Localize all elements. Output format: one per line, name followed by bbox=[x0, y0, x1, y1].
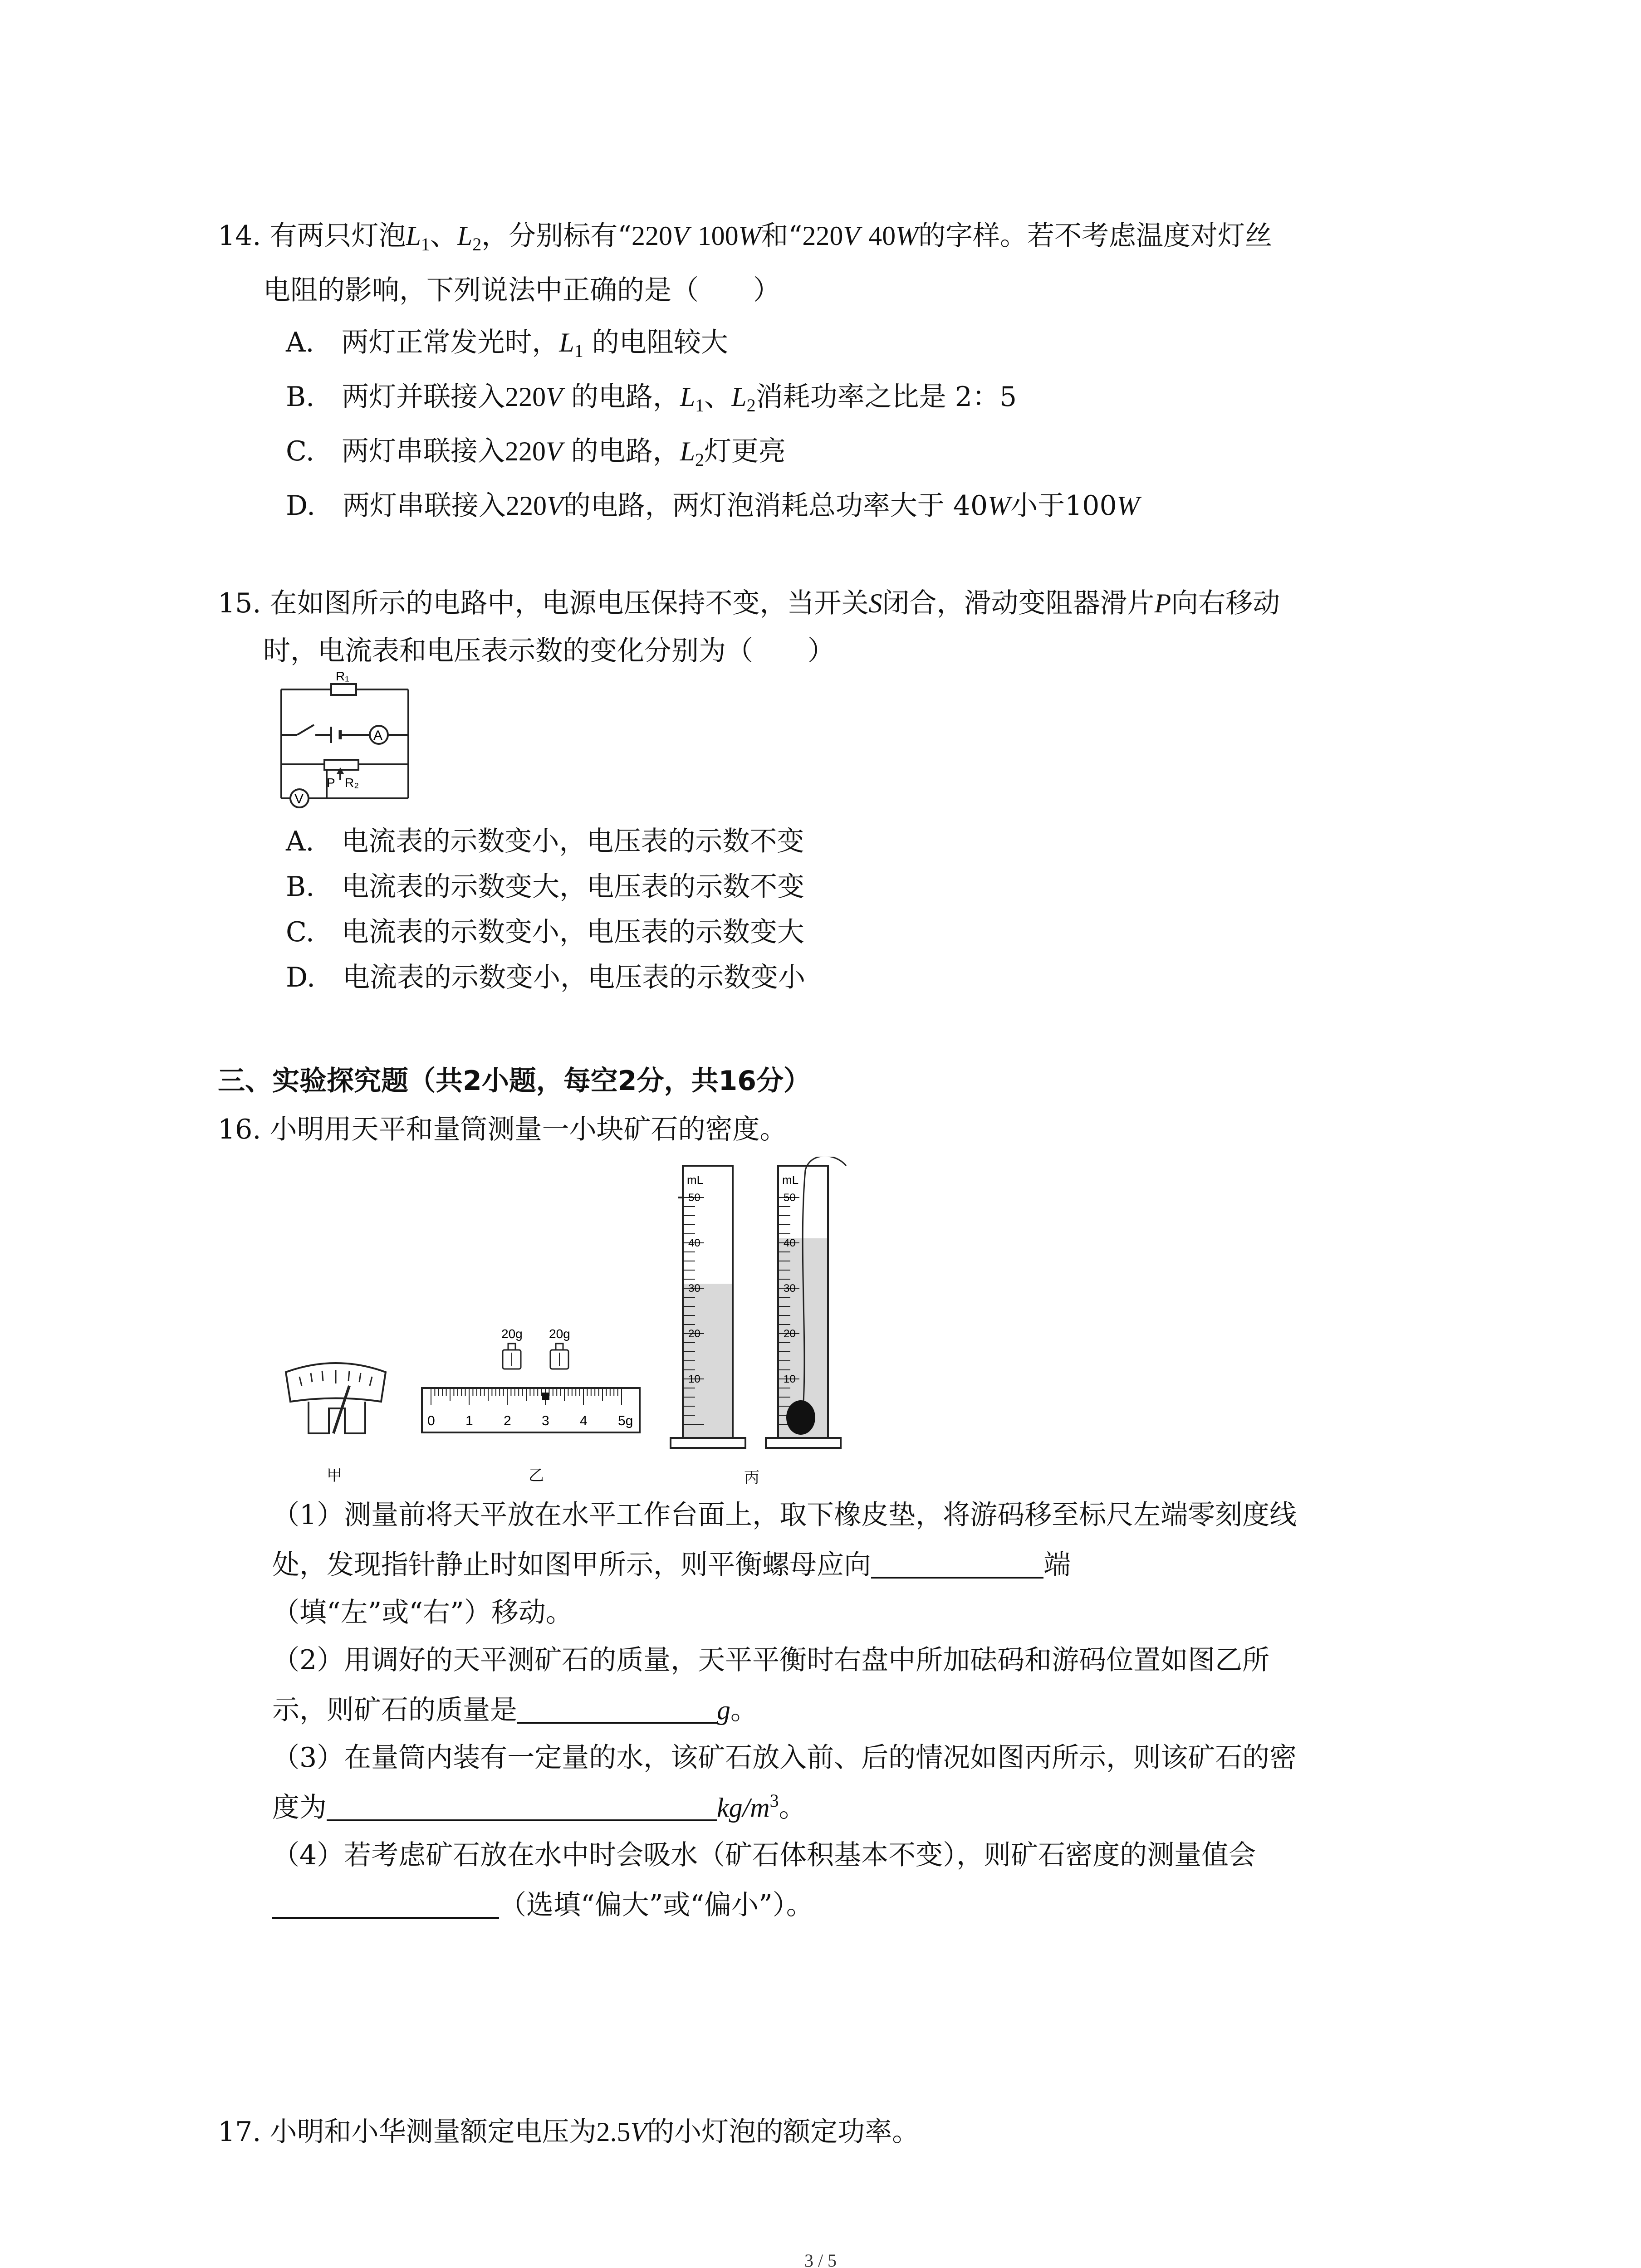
figure-yi-weights-and-ruler bbox=[417, 1320, 644, 1442]
svg-text:V: V bbox=[294, 792, 304, 807]
q14-option-c: C. 两灯串联接入220V 的电路，$L_2$灯更亮 bbox=[286, 435, 786, 470]
cylinder-tick-label: 40 bbox=[784, 1237, 796, 1249]
q15-option-c: C. 电流表的示数变小，电压表的示数变大 bbox=[286, 916, 804, 948]
rider-marker bbox=[542, 1393, 549, 1400]
q16-part3-line1: （3）在量筒内装有一定量的水，该矿石放入前、后的情况如图丙所示，则该矿石的密 bbox=[272, 1742, 1297, 1774]
q14-stem-line1: 14. 有两只灯泡$L_1$、$L_2$，分别标有“220V 100W和“220V 40W的字样。若不考虑温度对灯丝 bbox=[218, 220, 1273, 254]
cylinder-tick-label: 20 bbox=[688, 1328, 700, 1340]
ore-sample bbox=[786, 1400, 815, 1435]
cylinder-before bbox=[671, 1166, 745, 1448]
answer-blank-1[interactable] bbox=[871, 1549, 1043, 1579]
q15-option-b: B. 电流表的示数变大，电压表的示数不变 bbox=[286, 871, 805, 903]
section-heading: 三、实验探究题（共2小题，每空2分，共16分） bbox=[218, 1065, 811, 1097]
figure-yi-label: 乙 bbox=[529, 1466, 544, 1485]
cylinder-tick-label: 30 bbox=[688, 1282, 700, 1295]
figure-bing-cylinders bbox=[667, 1157, 857, 1456]
q16-part4-line2: （选填“偏大”或“偏小”）。 bbox=[272, 1882, 813, 1928]
r1-label: R₁ bbox=[336, 671, 349, 683]
ammeter-symbol bbox=[370, 726, 388, 744]
cylinder-tick-label: 20 bbox=[784, 1328, 796, 1340]
q15-stem-line2: 时，电流表和电压表示数的变化分别为（ ） bbox=[263, 635, 835, 667]
cylinder-tick-label: 50 bbox=[688, 1192, 700, 1204]
weight-20g-2 bbox=[550, 1344, 568, 1369]
q14-option-d: D. 两灯串联接入220V的电路，两灯泡消耗总功率大于 40W小于100W bbox=[286, 490, 1140, 522]
ruler-tick-label: 3 bbox=[542, 1413, 549, 1428]
cylinder-tick-label: 40 bbox=[688, 1237, 700, 1249]
ruler-tick-label: 5g bbox=[618, 1413, 633, 1428]
q17-stem: 17. 小明和小华测量额定电压为2.5V的小灯泡的额定功率。 bbox=[218, 2116, 920, 2148]
weight-20g-1 bbox=[503, 1344, 521, 1369]
r2-label: R₂ bbox=[345, 776, 359, 790]
ruler-tick-label: 2 bbox=[504, 1413, 511, 1428]
q16-part2-line1: （2）用调好的天平测矿石的质量，天平平衡时右盘中所加砝码和游码位置如图乙所 bbox=[272, 1644, 1270, 1676]
q16-stem: 16. 小明用天平和量筒测量一小块矿石的密度。 bbox=[218, 1114, 787, 1145]
q14-stem-line2: 电阻的影响，下列说法中正确的是（ ） bbox=[263, 274, 780, 306]
r1-resistor bbox=[331, 684, 356, 695]
svg-text:mL: mL bbox=[687, 1173, 704, 1187]
figure-bing-label: 丙 bbox=[744, 1469, 759, 1487]
q14-option-b: B. 两灯并联接入220V 的电路，$L_1$、$L_2$消耗功率之比是 2：5 bbox=[286, 381, 1017, 415]
q16-part4-line1: （4）若考虑矿石放在水中时会吸水（矿石体积基本不变），则矿石密度的测量值会 bbox=[272, 1839, 1256, 1871]
q15-stem-line1: 15. 在如图所示的电路中，电源电压保持不变，当开关S闭合，滑动变阻器滑片P向右移动 bbox=[218, 587, 1280, 619]
cylinder-after bbox=[766, 1157, 846, 1448]
q16-part3-line2: 度为 $kg/m^3$。 bbox=[272, 1790, 806, 1823]
q15-circuit-diagram bbox=[272, 671, 422, 816]
svg-text:mL: mL bbox=[782, 1173, 799, 1187]
cylinder-tick-label: 30 bbox=[784, 1282, 796, 1295]
ruler-tick-label: 1 bbox=[465, 1413, 473, 1428]
weight-label-2: 20g bbox=[549, 1327, 570, 1341]
ruler-tick-label: 4 bbox=[580, 1413, 588, 1428]
answer-blank-4[interactable] bbox=[272, 1889, 499, 1919]
q16-part1-line1: （1）测量前将天平放在水平工作台面上，取下橡皮垫，将游码移至标尺左端零刻度线 bbox=[272, 1499, 1297, 1531]
cylinder-tick-label: 10 bbox=[688, 1373, 700, 1385]
voltmeter-symbol bbox=[290, 789, 309, 807]
cylinder-tick-label: 50 bbox=[784, 1192, 796, 1204]
rider-ruler bbox=[422, 1388, 640, 1432]
q15-option-d: D. 电流表的示数变小，电压表的示数变小 bbox=[286, 962, 806, 993]
svg-text:A: A bbox=[373, 728, 383, 743]
slider-p-label: P bbox=[327, 776, 335, 790]
q16-part1-line2: 处，发现指针静止时如图甲所示，则平衡螺母应向 端 bbox=[272, 1549, 1071, 1581]
ruler-tick-label: 0 bbox=[427, 1413, 435, 1428]
answer-blank-2[interactable] bbox=[517, 1694, 717, 1724]
page-number: 3 / 5 bbox=[804, 2250, 837, 2268]
answer-blank-3[interactable] bbox=[327, 1791, 717, 1821]
q14-option-a: A. 两灯正常发光时，$L_1$ 的电阻较大 bbox=[286, 327, 728, 361]
q16-part1-line3: （填“左”或“右”）移动。 bbox=[272, 1597, 573, 1628]
figure-jia-balance-dial bbox=[277, 1359, 395, 1458]
q16-part2-line2: 示，则矿石的质量是 g。 bbox=[272, 1694, 758, 1726]
q15-option-a: A. 电流表的示数变小，电压表的示数不变 bbox=[286, 826, 804, 857]
figure-jia-label: 甲 bbox=[327, 1466, 342, 1485]
cylinder-tick-label: 10 bbox=[784, 1373, 796, 1385]
weight-label-1: 20g bbox=[501, 1327, 523, 1341]
